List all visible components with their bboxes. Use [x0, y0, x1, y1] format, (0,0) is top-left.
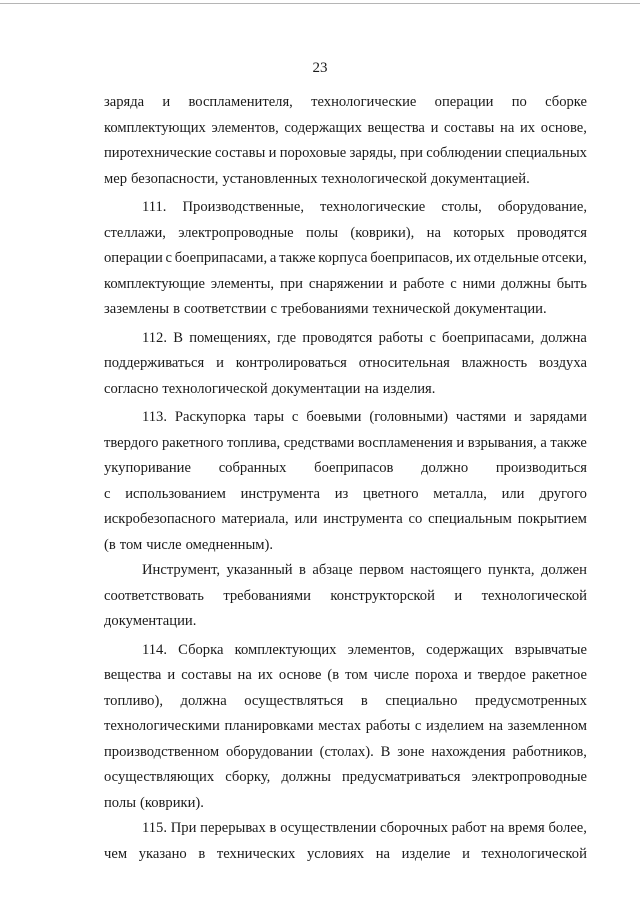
word: и — [167, 667, 176, 683]
text-line — [104, 791, 587, 817]
word: технической — [372, 301, 451, 317]
word: (столах). — [319, 743, 374, 760]
word: В — [380, 743, 391, 760]
word: твердого — [104, 434, 159, 451]
word: другого — [539, 485, 587, 502]
word: указанный — [226, 562, 293, 578]
word: (в — [327, 667, 340, 683]
word: топливо), — [104, 692, 163, 709]
word: в — [360, 692, 368, 709]
word: стеллажи, — [104, 224, 166, 241]
word: изделие — [401, 845, 451, 862]
word: время — [508, 820, 545, 836]
word: материала, — [221, 511, 289, 527]
word: должны — [501, 275, 551, 292]
word: составы — [214, 145, 266, 161]
text-line — [104, 456, 587, 482]
word: (коврики). — [140, 794, 204, 811]
text-line — [104, 167, 587, 193]
word: технологические — [311, 94, 417, 110]
text-line — [104, 507, 587, 533]
paragraph — [104, 326, 587, 403]
word: снаряжении — [308, 275, 384, 292]
word: на — [488, 718, 503, 734]
word: 113. — [142, 409, 167, 425]
word: производственном — [104, 743, 220, 760]
word: использованием — [125, 485, 226, 502]
word: топлива, — [226, 434, 281, 451]
word: покрытием — [517, 511, 587, 527]
paragraph — [104, 558, 587, 635]
word: абзаце — [312, 562, 353, 578]
word: заземлены — [104, 301, 170, 317]
top-rule — [0, 3, 640, 4]
word: изделием — [426, 718, 485, 734]
word: с — [165, 250, 172, 266]
word: а — [540, 434, 547, 451]
text-line — [104, 116, 587, 142]
word: из — [334, 485, 349, 502]
paragraph — [104, 90, 587, 192]
word: безопасности, — [131, 170, 219, 187]
word: с — [414, 718, 422, 734]
word: комплектующих — [234, 641, 337, 658]
text-line — [104, 714, 587, 740]
word: металла, — [433, 485, 487, 502]
word: и — [268, 145, 277, 161]
word: операции — [434, 94, 494, 110]
word: на — [490, 820, 505, 836]
word: ними — [462, 275, 496, 292]
word: на — [237, 667, 252, 683]
word: с — [291, 409, 299, 425]
word: электропроводные — [471, 769, 587, 785]
word: заземленном — [507, 718, 587, 734]
word: проводятся — [516, 224, 587, 241]
word: комплектующие — [104, 275, 205, 292]
word: настоящего — [410, 562, 482, 578]
word: на — [500, 119, 515, 136]
word: инструмента — [323, 511, 403, 527]
word: воспламенения — [357, 434, 453, 451]
word: корпуса — [318, 250, 368, 266]
word: документации — [271, 380, 361, 397]
word: пороха — [414, 667, 458, 683]
text-line — [104, 740, 587, 766]
word: пункта, — [488, 562, 535, 578]
word: сборке — [545, 94, 587, 110]
text-line — [104, 638, 587, 664]
word: работы — [378, 329, 424, 346]
word: документации. — [454, 301, 547, 317]
word: осуществлении — [280, 820, 377, 836]
word: взрывания, — [467, 434, 537, 451]
text-line — [104, 842, 587, 868]
word: составы — [444, 119, 495, 136]
word: взрывчатые — [514, 641, 587, 658]
word: и — [463, 667, 472, 683]
word: сборочных — [380, 820, 448, 836]
text-line — [104, 246, 587, 272]
word: нахождения — [431, 743, 506, 760]
word: которых — [453, 224, 505, 241]
text-line — [104, 482, 587, 508]
word: осуществляться — [244, 692, 344, 709]
word: укупоривание — [104, 460, 191, 476]
text-line — [104, 221, 587, 247]
word: тары — [253, 409, 284, 425]
word: элементов, — [347, 641, 415, 658]
word: с — [450, 275, 457, 292]
paragraph — [104, 195, 587, 323]
word: и — [514, 409, 522, 425]
word: где — [276, 329, 297, 346]
word: частями — [455, 409, 507, 425]
word: планировками — [224, 718, 314, 734]
word: и — [430, 119, 439, 136]
word: с — [270, 301, 277, 317]
word: технических — [216, 845, 296, 862]
word: на — [364, 380, 379, 397]
word: их — [519, 119, 536, 136]
word: заряда — [104, 94, 145, 110]
text-line — [104, 663, 587, 689]
text-line — [104, 689, 587, 715]
word: сборку, — [225, 769, 271, 785]
word: помещениях, — [189, 329, 271, 346]
word: воспламенителя, — [188, 94, 293, 110]
word: согласно — [104, 380, 159, 397]
word: соответствии — [184, 301, 267, 317]
text-line — [104, 816, 587, 842]
word: 112. — [142, 329, 167, 346]
word: и — [462, 845, 470, 862]
word: первом — [359, 562, 404, 578]
text-line — [104, 195, 587, 221]
word: работе — [403, 275, 445, 292]
word: и — [216, 355, 224, 371]
word: технологическими — [104, 718, 220, 734]
text-line — [104, 297, 587, 323]
word: омедненным). — [185, 536, 274, 553]
word: отдельные — [473, 250, 539, 266]
word: оборудовании — [225, 743, 313, 760]
word: При — [170, 820, 197, 836]
word: технологической — [481, 587, 587, 604]
word: технологической — [162, 380, 268, 397]
word: столы, — [441, 199, 482, 215]
word: том — [345, 667, 368, 683]
word: числе — [146, 536, 182, 553]
text-line — [104, 272, 587, 298]
word: мер — [104, 170, 128, 187]
word: основе — [278, 667, 322, 683]
word: (головными) — [369, 409, 448, 425]
word: боеприпасами, — [442, 329, 535, 346]
word: документации. — [104, 613, 197, 629]
word: боевыми — [306, 409, 362, 425]
word: проводятся — [302, 329, 373, 346]
word: полы — [104, 794, 137, 811]
word: технологической — [481, 845, 587, 862]
word: также — [550, 434, 587, 451]
word: в — [173, 301, 181, 317]
word: при — [400, 145, 423, 161]
word: условиях — [306, 845, 365, 862]
word: элементы, — [210, 275, 275, 292]
word: боеприпасов — [314, 460, 394, 476]
word: воздуха — [539, 355, 587, 371]
text-line — [104, 141, 587, 167]
word: полы — [306, 224, 339, 241]
word: и — [389, 275, 398, 292]
word: искробезопасного — [104, 511, 216, 527]
word: а — [269, 250, 277, 266]
word: боеприпасами, — [174, 250, 268, 266]
text-line — [104, 351, 587, 377]
document-body — [104, 90, 587, 867]
word: осуществляющих — [104, 769, 215, 785]
word: при — [279, 275, 303, 292]
word: быть — [556, 275, 587, 292]
word: (в — [104, 536, 116, 553]
word: или — [294, 511, 318, 527]
word: их — [257, 667, 273, 683]
word: указано — [138, 845, 187, 862]
text-line — [104, 533, 587, 559]
word: в — [198, 845, 206, 862]
word: на — [375, 845, 390, 862]
word: в — [299, 562, 306, 578]
word: предусматриваться — [341, 769, 461, 785]
word: и — [454, 587, 463, 604]
word: со — [408, 511, 423, 527]
word: контролироваться — [235, 355, 347, 371]
paragraph — [104, 638, 587, 817]
word: составы — [181, 667, 232, 683]
word: поддерживаться — [104, 355, 205, 371]
text-line — [104, 326, 587, 352]
word: требованиями — [280, 301, 369, 317]
page-number: 23 — [312, 60, 328, 76]
word: Инструмент, — [142, 562, 221, 578]
word: их — [455, 250, 471, 266]
word: Раскупорка — [174, 409, 246, 425]
word: специальным — [428, 511, 512, 527]
word: твердое — [477, 667, 526, 683]
word: 114. — [142, 641, 167, 658]
word: том — [119, 536, 143, 553]
word: изделия. — [382, 380, 436, 397]
word: чем — [104, 845, 128, 862]
word: влажность — [461, 355, 528, 371]
word: элементов, — [211, 119, 279, 136]
word: ракетное — [531, 667, 587, 683]
word: должна — [180, 692, 227, 709]
word: технологические — [320, 199, 426, 215]
word: должны — [281, 769, 331, 785]
paragraph — [104, 816, 587, 867]
word: предусмотренных — [474, 692, 587, 709]
word: (коврики), — [350, 224, 415, 241]
word: должно — [421, 460, 469, 476]
word: работы — [365, 718, 411, 734]
word: также — [279, 250, 316, 266]
text-line — [104, 90, 587, 116]
word: по — [511, 94, 527, 110]
text-line — [104, 431, 587, 457]
word: 115. — [142, 820, 167, 836]
word: боеприпасов, — [370, 250, 454, 266]
word: собранных — [218, 460, 287, 476]
word: оборудование, — [497, 199, 587, 215]
word: относительная — [358, 355, 450, 371]
word: конструкторской — [330, 587, 435, 604]
word: цветного — [363, 485, 419, 502]
word: или — [501, 485, 525, 502]
word: технологической — [321, 170, 427, 187]
text-line — [104, 405, 587, 431]
word: Производственные, — [182, 199, 304, 215]
text-line — [104, 584, 587, 610]
word: средствами — [283, 434, 355, 451]
word: основе, — [540, 119, 587, 136]
text-line — [104, 609, 587, 635]
word: работников, — [512, 743, 587, 760]
word: в — [269, 820, 277, 836]
word: содержащих — [426, 641, 504, 658]
word: и — [456, 434, 465, 451]
paragraph — [104, 405, 587, 558]
word: операции — [104, 250, 163, 266]
word: соблюдении — [426, 145, 502, 161]
word: 111. — [142, 199, 167, 215]
word: местах — [318, 718, 362, 734]
word: пороховые — [279, 145, 347, 161]
word: и — [162, 94, 171, 110]
word: числе — [373, 667, 409, 683]
word: с — [429, 329, 436, 346]
word: перерывах — [200, 820, 266, 836]
word: вещества — [104, 667, 162, 683]
word: должен — [540, 562, 587, 578]
word: специальных — [505, 145, 587, 161]
word: требованиями — [223, 587, 311, 604]
word: ракетного — [162, 434, 224, 451]
word: установленных — [222, 170, 318, 187]
word: работ — [451, 820, 487, 836]
word: вещества — [367, 119, 425, 136]
word: Сборка — [178, 641, 224, 658]
word: комплектующих — [104, 119, 206, 136]
word: с — [104, 485, 111, 502]
word: соответствовать — [104, 587, 204, 604]
word: пиротехнические — [104, 145, 212, 161]
word: зарядами — [529, 409, 587, 425]
word: специально — [385, 692, 458, 709]
word: документацией. — [430, 170, 530, 187]
word: заряды, — [349, 145, 397, 161]
text-line — [104, 765, 587, 791]
word: должна — [540, 329, 587, 346]
word: содержащих — [284, 119, 362, 136]
text-line — [104, 558, 587, 584]
word: на — [426, 224, 441, 241]
word: более, — [548, 820, 587, 836]
word: производиться — [495, 460, 587, 476]
word: зоне — [397, 743, 425, 760]
word: электропроводные — [178, 224, 294, 241]
word: отсеки, — [541, 250, 587, 266]
text-line — [104, 377, 587, 403]
word: В — [173, 329, 183, 346]
word: инструмента — [240, 485, 320, 502]
